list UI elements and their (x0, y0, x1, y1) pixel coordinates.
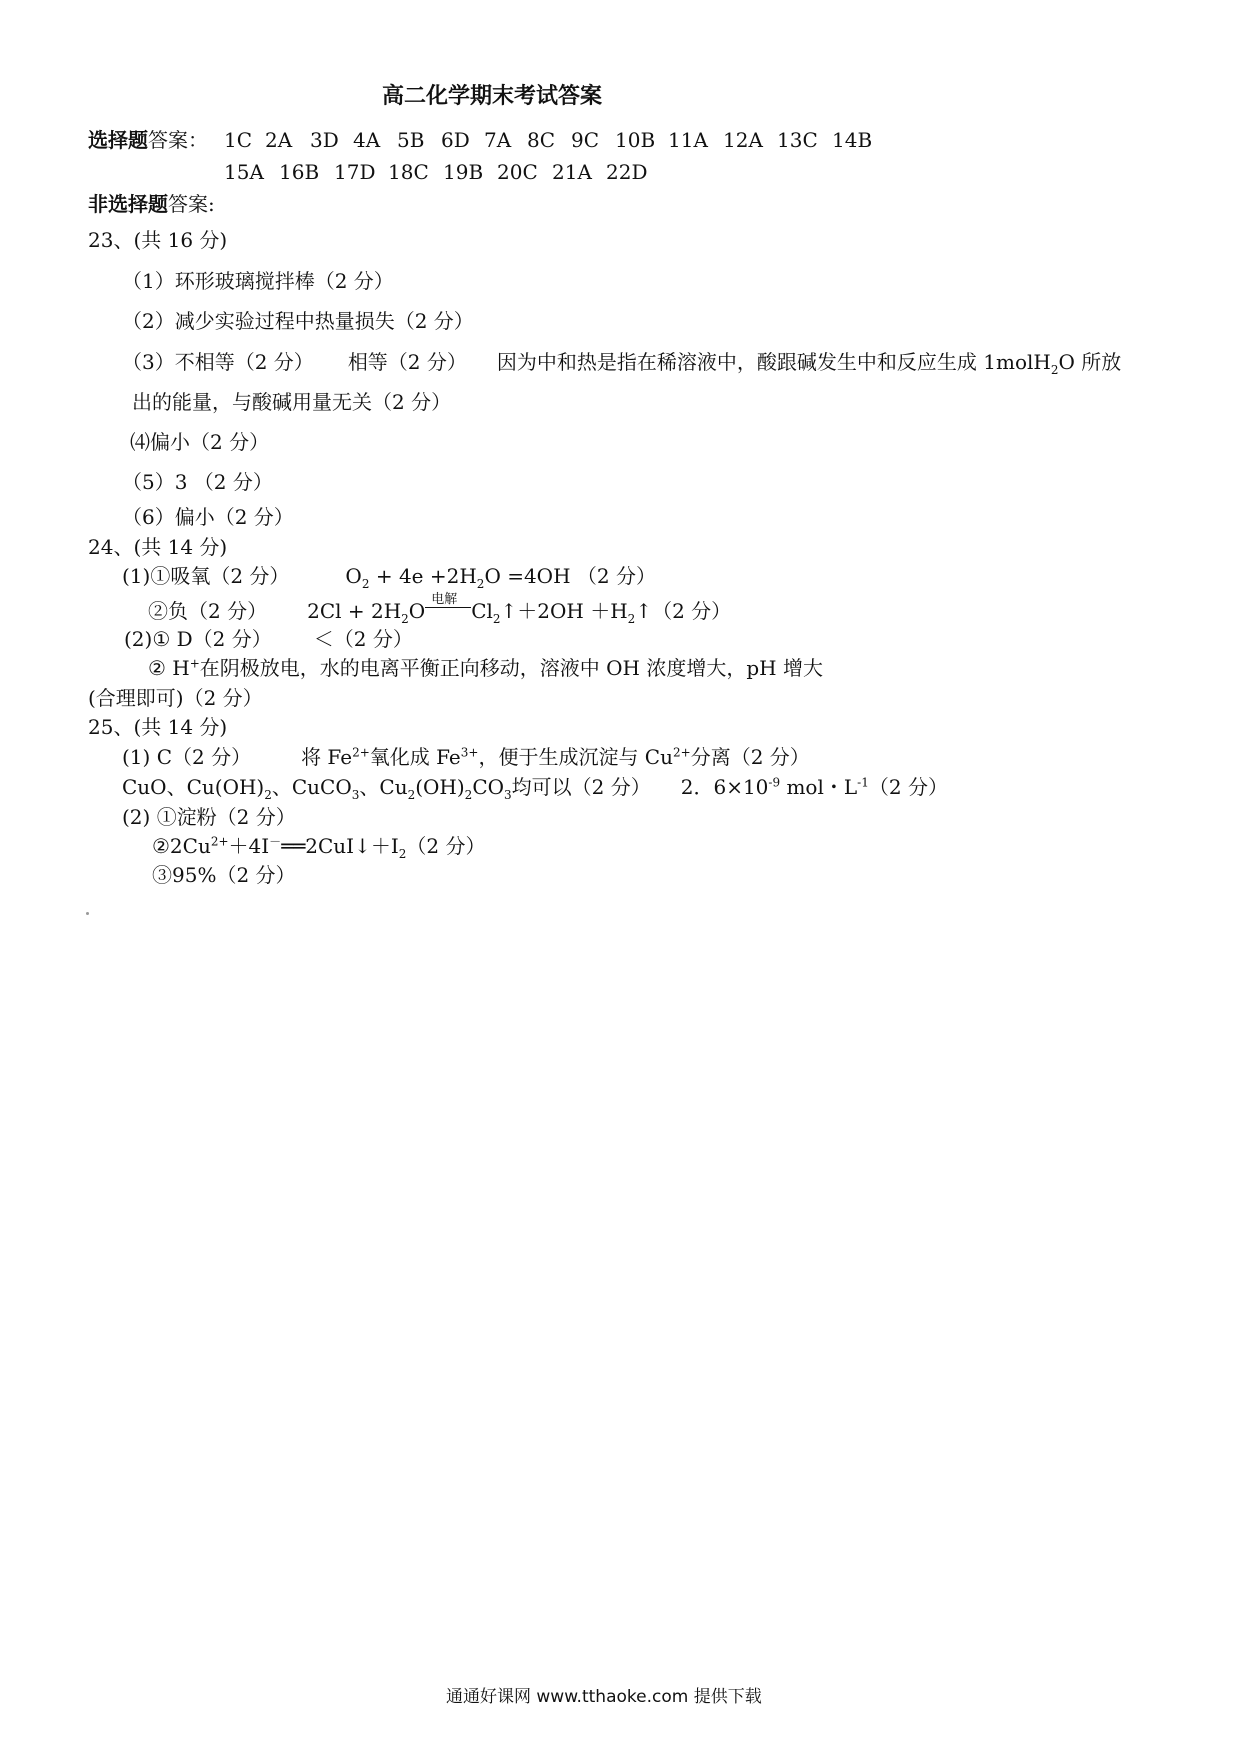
q25-line4-sup1: 2+ (210, 834, 229, 849)
q25-line2-sub1: 2 (264, 788, 272, 802)
q25-line2-sup2: -1 (857, 775, 869, 790)
q24-line1-end: O =4OH （2 分） (484, 564, 656, 588)
q25-line4-a: ②2Cu (152, 834, 211, 858)
mc-label: 答案： (148, 128, 208, 152)
row1-answer: 14B (832, 128, 873, 152)
q25-line2-sub2: 3 (351, 788, 360, 802)
row1-answer: 4A (353, 128, 381, 152)
q23-line3-b: 相等（2 分） (347, 350, 467, 374)
q24-line5: (合理即可)（2 分） (88, 686, 263, 710)
q25-line2-f: 均可以（2 分） (511, 775, 651, 799)
q24-line2-pre: 2Cl + 2H (307, 599, 402, 623)
row2-answer: 16B (279, 160, 320, 184)
q24-line1-a: (1)①吸氧（2 分） (122, 564, 290, 588)
q24-header: 24、(共 14 分) (88, 535, 228, 559)
q23-header: 23、(共 16 分) (88, 228, 228, 252)
q25-line4-b: ＋4I (228, 834, 270, 858)
q25-line2-sub3: 2 (407, 788, 416, 802)
q24-line2-end: ↑（2 分） (635, 599, 732, 623)
nonmc-label-rest: 答案: (168, 192, 215, 216)
q25-line2-i: （2 分） (868, 775, 948, 799)
electrolysis-condition: 电解 (431, 592, 458, 607)
q25-line4-c: ══2CuI↓＋I (281, 834, 399, 858)
row1-answer: 10B (615, 128, 656, 152)
q24-line2-o: O (408, 599, 426, 623)
row1-answer: 13C (777, 128, 818, 152)
q24-line2-sub1: 2 (401, 612, 409, 626)
q24-line1-sub2: 2 (476, 577, 485, 591)
row2-answer: 19B (443, 160, 484, 184)
q25-line2-sup1: -9 (768, 775, 781, 790)
nonmc-label (88, 192, 215, 216)
row1-answer: 3D (310, 128, 339, 152)
q23-line3-c: 因为中和热是指在稀溶液中，酸跟碱发生中和反应生成 1molH (496, 350, 1051, 374)
q25-line1-sup1: 2+ (352, 745, 370, 760)
electrolysis-line (425, 607, 471, 608)
row1-answer: 7A (484, 128, 512, 152)
q23-line4: ⑷偏小（2 分） (130, 430, 270, 454)
q25-line2-c: 、Cu (359, 775, 408, 799)
q25-line1-sup2: 3+ (460, 745, 479, 760)
q25-line1-pre: 将 Fe (301, 745, 353, 769)
row1-answer: 12A (723, 128, 763, 152)
q23-line3-cont: 出的能量，与酸碱用量无关（2 分） (132, 390, 452, 414)
q24-line3-b: ＜（2 分） (313, 627, 413, 651)
row2-answer: 22D (606, 160, 648, 184)
mc-label-bold: 选择题 (88, 128, 148, 152)
row1-answer: 9C (571, 128, 600, 152)
mc-answers-row1 (88, 128, 208, 152)
q25-line5: ③95%（2 分） (152, 863, 296, 887)
row1-answer: 6D (441, 128, 470, 152)
q24-line2-a: ②负（2 分） (148, 599, 268, 623)
q25-line4 (152, 834, 486, 861)
scan-speck (86, 912, 89, 915)
q24-line1-o: O (345, 564, 362, 588)
row2-answer: 21A (552, 160, 592, 184)
q25-line2-h: mol・L (780, 775, 858, 799)
q25-line2-g: 2．6×10 (680, 775, 769, 799)
q25-line1-a: (1) C（2 分） (122, 745, 252, 769)
q24-line1 (122, 564, 656, 591)
q25-line2-e: CO (472, 775, 505, 799)
q23-line3-end: O 所放 (1058, 350, 1122, 374)
q23-line3 (122, 350, 1122, 377)
q24-line2-mid: ↑＋2OH ＋H (500, 599, 628, 623)
page-title: 高二化学期末考试答案 (382, 83, 603, 109)
q25-line1-mid: 氧化成 Fe (369, 745, 461, 769)
q25-line3: (2) ①淀粉（2 分） (122, 805, 296, 829)
q25-line1-end: 分离（2 分） (690, 745, 810, 769)
q25-line2-sub4: 2 (464, 788, 473, 802)
q24-line4 (148, 656, 823, 680)
q23-line5: （5）3 （2 分） (122, 470, 273, 494)
electrolysis-arrow (425, 592, 471, 618)
q24-line2 (148, 592, 732, 626)
q23-line3-sub: 2 (1050, 363, 1059, 377)
q24-line2-cl: Cl (471, 599, 493, 623)
row1-answer: 11A (668, 128, 708, 152)
q25-line1-mid2: ，便于生成沉淀与 Cu (478, 745, 673, 769)
row1-answer: 5B (397, 128, 425, 152)
q24-line2-sub3: 2 (627, 612, 636, 626)
q24-line4-sup: + (189, 656, 200, 671)
page-footer: 通通好课网 www.tthaoke.com 提供下载 (446, 1687, 762, 1707)
q24-line1-rest: + 4e +2H (369, 564, 477, 588)
q23-line3-a: （3）不相等（2 分） (122, 350, 314, 374)
q25-line4-sub1: 2 (398, 847, 407, 861)
q24-line3-a: (2)① D（2 分） (124, 627, 272, 651)
row2-answer: 18C (388, 160, 429, 184)
q23-line6: （6）偏小（2 分） (122, 505, 294, 529)
row2-answer: 17D (334, 160, 376, 184)
q23-line2: （2）减少实验过程中热量损失（2 分） (122, 309, 474, 333)
q24-line1-sub1: 2 (361, 577, 370, 591)
q25-header: 25、(共 14 分) (88, 715, 228, 739)
q25-line2 (122, 775, 948, 802)
row1-answer: 1C (224, 128, 253, 152)
q25-line2-b: 、CuCO (271, 775, 352, 799)
q25-line1 (122, 745, 810, 769)
row1-answer: 2A (265, 128, 293, 152)
q25-line2-d: (OH) (415, 775, 465, 799)
q25-line2-sub5: 3 (504, 788, 512, 802)
q24-line2-sub2: 2 (492, 612, 501, 626)
q25-line1-sup3: 2+ (673, 745, 691, 760)
q25-line4-sup2: － (269, 834, 282, 849)
q24-line3 (124, 627, 413, 651)
q23-line1: （1）环形玻璃搅拌棒（2 分） (122, 269, 394, 293)
q25-line2-a: CuO、Cu(OH) (122, 775, 265, 799)
q25-line4-d: （2 分） (406, 834, 486, 858)
row1-answer: 8C (527, 128, 556, 152)
row2-answer: 20C (497, 160, 538, 184)
row2-answer: 15A (224, 160, 264, 184)
q24-line4-rest: 在阴极放电，水的电离平衡正向移动，溶液中 OH 浓度增大，pH 增大 (199, 656, 823, 680)
nonmc-label-bold: 非选择题 (88, 192, 168, 216)
q24-line4-pre: ② H (148, 656, 190, 680)
